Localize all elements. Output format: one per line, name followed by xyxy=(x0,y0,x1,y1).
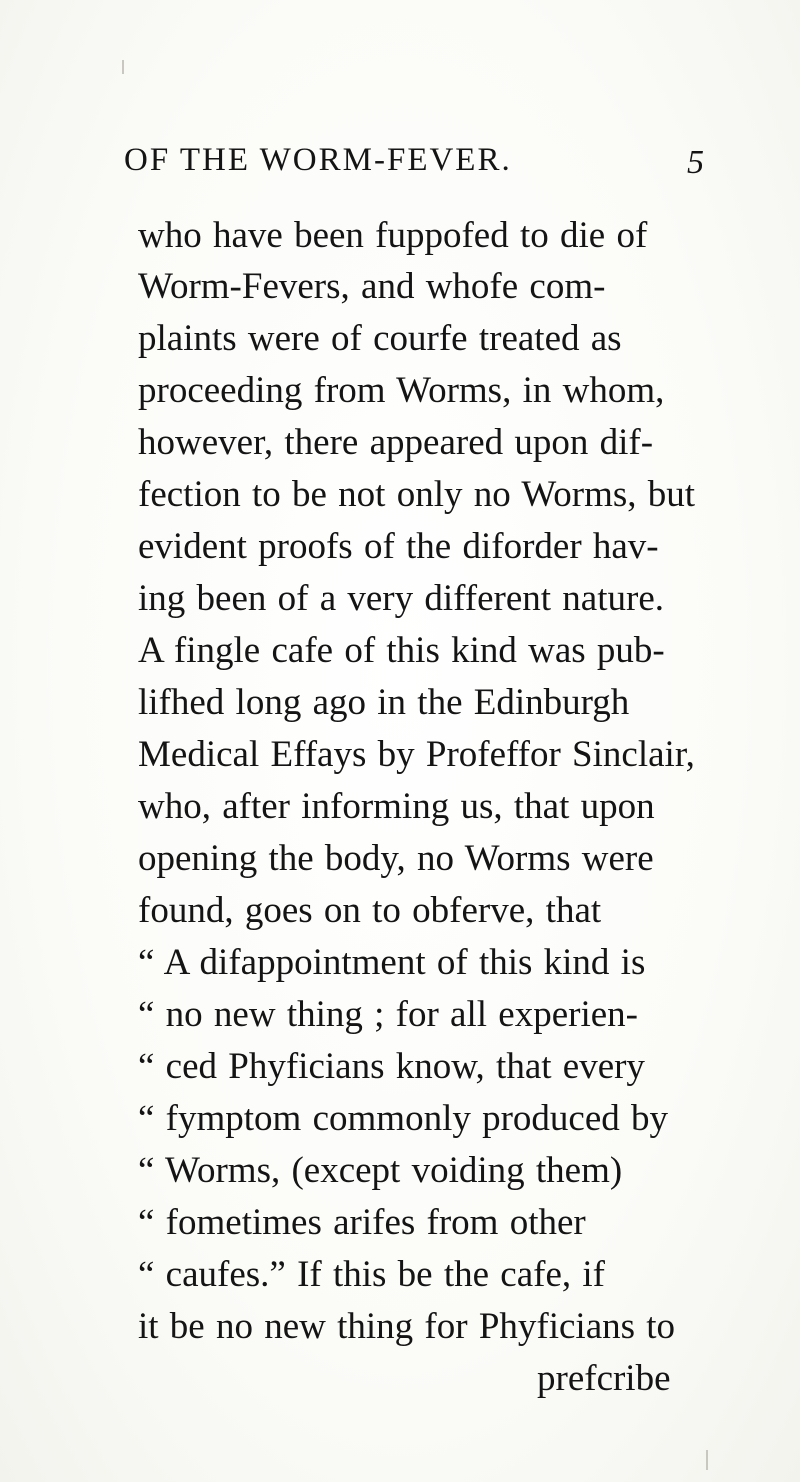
quoted-line: “ Worms, (except voiding them) xyxy=(138,1150,623,1191)
text-line: lifhed long ago in the Edinburgh xyxy=(138,682,630,723)
text-line: Medical Effays by Profeffor Sinclair, xyxy=(138,734,695,775)
print-speck xyxy=(706,1450,708,1470)
text-line: it be no new thing for Phyficians to xyxy=(138,1306,676,1347)
quoted-line: “ fometimes arifes from other xyxy=(138,1202,586,1243)
text-line: who have been fuppofed to die of xyxy=(138,215,648,256)
quoted-line: “ no new thing ; for all experien- xyxy=(138,994,638,1035)
page-number: 5 xyxy=(687,144,704,181)
text-line: however, there appeared upon dif- xyxy=(138,422,654,463)
text-line: who, after informing us, that upon xyxy=(138,786,655,827)
text-line: found, goes on to obferve, that xyxy=(138,890,602,931)
text-line: evident proofs of the diforder hav- xyxy=(138,526,659,567)
text-line: A fingle cafe of this kind was pub- xyxy=(138,630,665,671)
text-line: ing been of a very different nature. xyxy=(138,578,665,619)
text-line: plaints were of courfe treated as xyxy=(138,318,622,359)
quoted-line: “ fymptom commonly produced by xyxy=(138,1098,669,1139)
page-header xyxy=(124,142,744,192)
quoted-line: “ ced Phyficians know, that every xyxy=(138,1046,645,1087)
text-line: Worm-Fevers, and whofe com- xyxy=(138,266,606,307)
quoted-line: “ caufes.” If this be the cafe, if xyxy=(138,1254,605,1295)
text-line: opening the body, no Worms were xyxy=(138,838,654,879)
running-head: OF THE WORM-FEVER. xyxy=(124,142,512,178)
text-line: proceeding from Worms, in whom, xyxy=(138,370,665,411)
text-line: fection to be not only no Worms, but xyxy=(138,474,696,515)
quoted-line: “ A difappointment of this kind is xyxy=(138,942,646,983)
print-speck xyxy=(122,60,124,74)
catchword: prefcribe xyxy=(537,1358,671,1399)
